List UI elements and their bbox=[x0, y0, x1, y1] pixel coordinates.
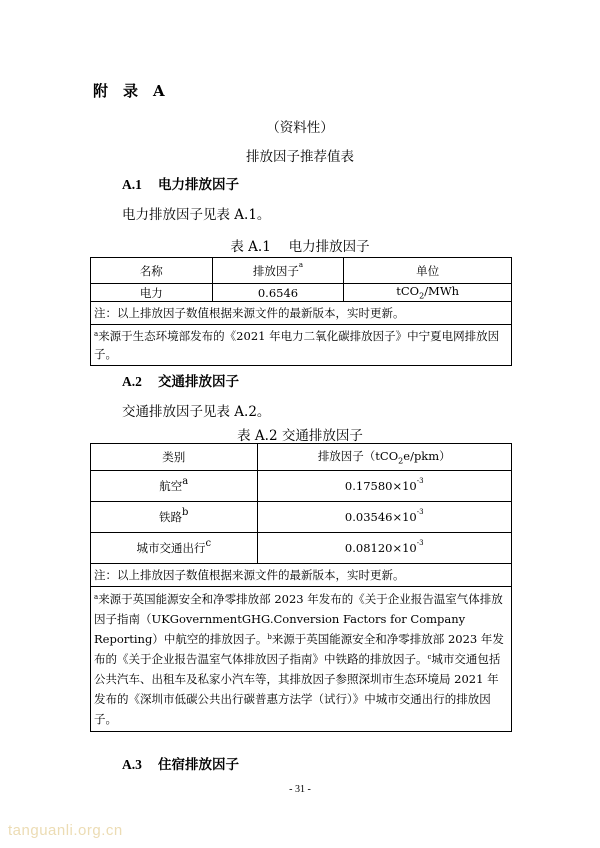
factor-exponent: -3 bbox=[416, 508, 424, 516]
header-factor bbox=[257, 444, 511, 471]
header-category: 类别 bbox=[91, 444, 258, 471]
table-note: 注：以上排放因子数值根据来源文件的最新版本，实时更新。 bbox=[91, 302, 512, 325]
factor-value: 0.03546×10 bbox=[344, 510, 417, 524]
footnote-marker: b bbox=[182, 507, 189, 518]
cell-unit bbox=[344, 284, 512, 302]
table-footnote bbox=[91, 325, 512, 366]
footnote-text: 来源于生态环境部发布的《2021 年电力二氧化碳排放因子》中宁夏电网排放因子。 bbox=[94, 329, 500, 361]
appendix-nature: （资料性） bbox=[266, 120, 334, 136]
factor-exponent: -3 bbox=[416, 477, 424, 485]
section-title: 住宿排放因子 bbox=[158, 757, 239, 773]
table-header-row bbox=[91, 444, 512, 471]
unit-subscript: 2 bbox=[419, 291, 425, 301]
footnote-marker: a bbox=[182, 476, 189, 487]
header-subscript: 2 bbox=[398, 456, 404, 466]
cell-category bbox=[91, 502, 258, 533]
table-row bbox=[91, 284, 512, 302]
section-number: A.2 bbox=[122, 374, 142, 389]
table-note: 注：以上排放因子数值根据来源文件的最新版本，实时更新。 bbox=[91, 564, 512, 587]
category-label: 城市交通出行 bbox=[136, 541, 206, 555]
transport-factor-table bbox=[90, 443, 512, 732]
table-caption-a2: 表 A.2 交通排放因子 bbox=[237, 428, 363, 444]
section-heading-a1 bbox=[122, 173, 239, 193]
footnote-marker: c bbox=[205, 538, 212, 549]
header-unit: 单位 bbox=[344, 258, 512, 284]
appendix-letter: A bbox=[153, 82, 166, 100]
table-row bbox=[91, 471, 512, 502]
section-intro-a2: 交通排放因子见表 A.2。 bbox=[122, 404, 271, 420]
page-title: 排放因子推荐值表 bbox=[246, 149, 354, 165]
category-label: 铁路 bbox=[159, 510, 183, 524]
cell-factor bbox=[257, 471, 511, 502]
footnote-text: 来源于英国能源安全和净零排放部 2023 年发布的《关于企业报告温室气体排放因子指南（UKGovernmentGHG.Conversion Factors for Company Reporting）中航空的排放因子。 bbox=[94, 592, 503, 646]
appendix-heading bbox=[93, 80, 166, 101]
section-number: A.1 bbox=[122, 177, 142, 192]
footnote-marker: a bbox=[298, 260, 304, 269]
electricity-factor-table bbox=[90, 257, 512, 366]
section-heading-a2 bbox=[122, 370, 239, 390]
footnote-text: 城市交通包括公共汽车、出租车及私家小汽车等，其排放因子参照深圳市生态环境局 2021 年发布的《深圳市低碳公共出行碳普惠方法学（试行）》中城市交通出行的排放因子。 bbox=[94, 652, 501, 726]
table-row bbox=[91, 502, 512, 533]
cell-name: 电力 bbox=[91, 284, 213, 302]
factor-exponent: -3 bbox=[416, 539, 424, 547]
appendix-char-2: 录 bbox=[123, 82, 140, 100]
watermark: tanguanli.org.cn bbox=[8, 822, 123, 839]
factor-value: 0.08120×10 bbox=[344, 541, 417, 555]
footnote-marker: a bbox=[94, 330, 99, 338]
table-note-row bbox=[91, 564, 512, 587]
header-factor-text: 排放因子（tCO bbox=[317, 449, 399, 464]
cell-factor bbox=[257, 502, 511, 533]
table-footnote-row bbox=[91, 587, 512, 732]
header-factor-text: 排放因子 bbox=[252, 263, 299, 278]
table-note-row bbox=[91, 302, 512, 325]
section-intro-a1: 电力排放因子见表 A.1。 bbox=[122, 207, 271, 223]
footnote-text: 来源于英国能源安全和净零排放部 2023 年发布的《关于企业报告温室气体排放因子指南》中铁路的排放因子。 bbox=[94, 632, 504, 666]
footnote-marker: a bbox=[94, 593, 99, 601]
footnote-marker: c bbox=[427, 653, 432, 661]
unit-suffix: /MWh bbox=[424, 284, 460, 299]
cell-category bbox=[91, 533, 258, 564]
footnote-marker: b bbox=[267, 633, 272, 641]
table-footnotes bbox=[91, 587, 512, 732]
section-title: 交通排放因子 bbox=[158, 374, 239, 390]
appendix-char-1: 附 bbox=[93, 82, 110, 100]
cell-factor: 0.6546 bbox=[212, 284, 344, 302]
header-factor bbox=[212, 258, 344, 284]
section-title: 电力排放因子 bbox=[158, 177, 239, 193]
cell-factor bbox=[257, 533, 511, 564]
factor-value: 0.17580×10 bbox=[344, 479, 417, 493]
category-label: 航空 bbox=[159, 479, 183, 493]
table-caption-a1: 表 A.1 电力排放因子 bbox=[230, 239, 370, 255]
section-number: A.3 bbox=[122, 757, 142, 772]
header-factor-suffix: e/pkm） bbox=[403, 449, 451, 464]
cell-category bbox=[91, 471, 258, 502]
header-name: 名称 bbox=[91, 258, 213, 284]
table-footnote-row bbox=[91, 325, 512, 366]
section-heading-a3 bbox=[122, 753, 239, 773]
table-header-row bbox=[91, 258, 512, 284]
unit-text: tCO bbox=[396, 284, 420, 299]
page-number: - 31 - bbox=[289, 784, 311, 795]
table-row bbox=[91, 533, 512, 564]
